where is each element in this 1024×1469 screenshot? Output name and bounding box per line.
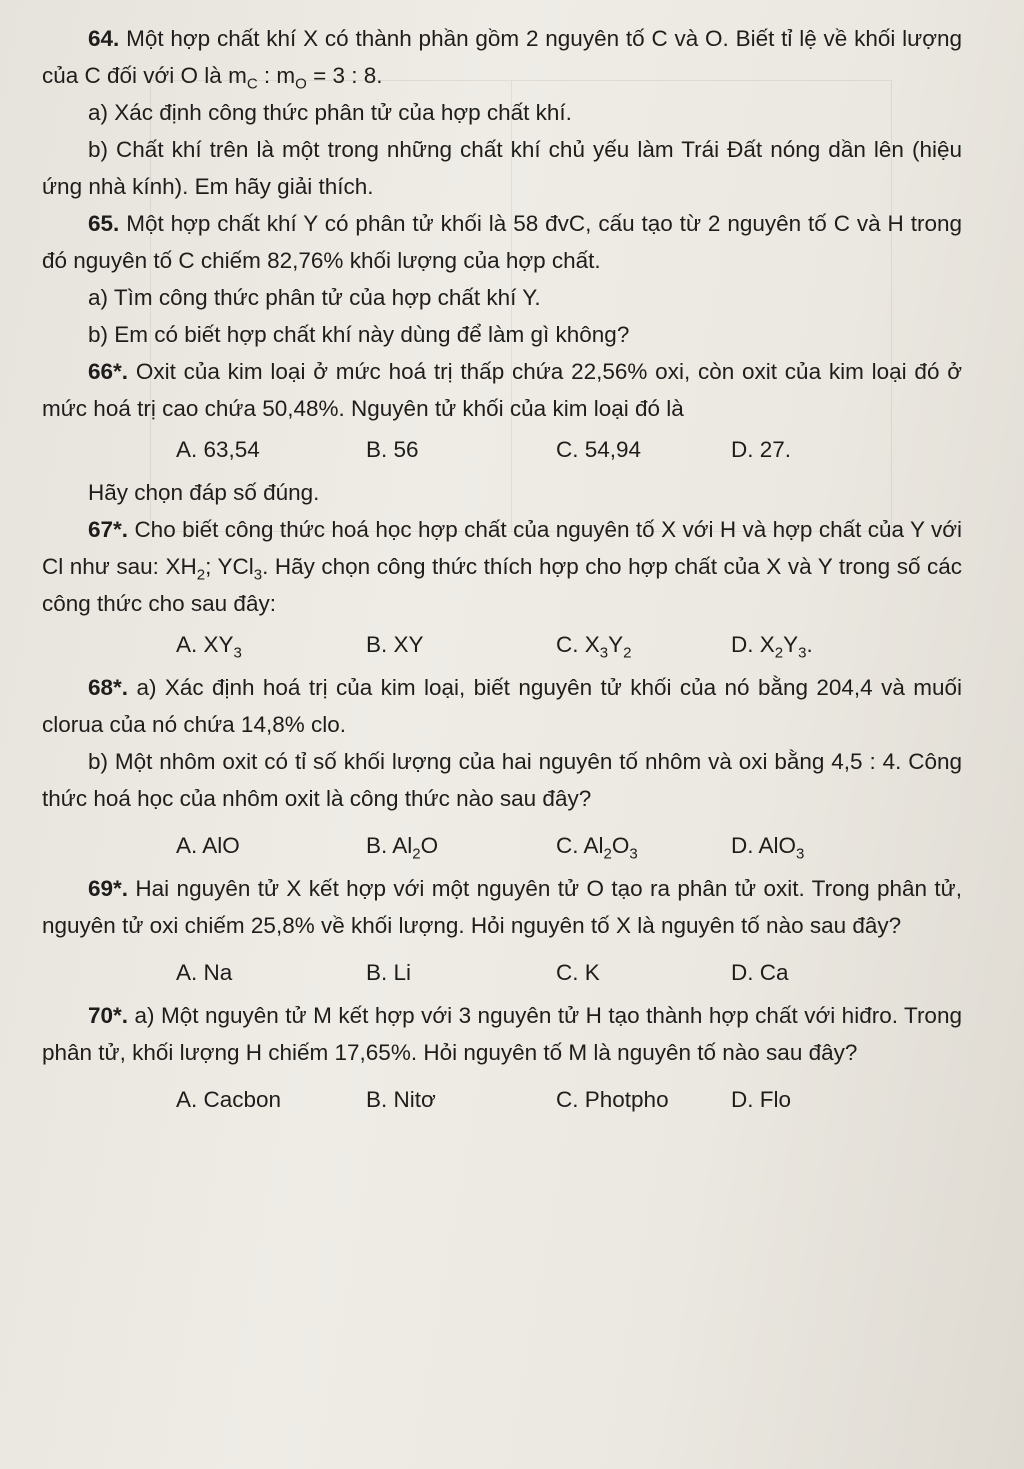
- question-66-note: Hãy chọn đáp số đúng.: [88, 480, 320, 505]
- option-c: C. $X_3Y_2$: [556, 632, 632, 662]
- option-d: D. $X_2Y_3$.: [731, 632, 813, 662]
- option-d: D. Flo: [731, 1087, 792, 1112]
- question-67: [42, 511, 962, 663]
- question-69-options: [42, 954, 962, 991]
- question-70: [42, 997, 962, 1118]
- question-70-options: [42, 1081, 962, 1118]
- question-68-b: b) Một nhôm oxit có tỉ số khối lượng của hai nguyên tố nhôm và oxi bằng 4,5 : 4. Công thức hoá học của nhôm oxit là công thức nào sau đây?: [42, 749, 962, 811]
- option-b: B. $Al_2O$: [366, 833, 439, 863]
- question-67-options: [42, 626, 962, 663]
- option-a: A. 63,54: [176, 437, 260, 462]
- question-67-stem: 67*. Cho biết công thức hoá học hợp chất của nguyên tố X với H và hợp chất của Y với Cl như sau: $XH_2$; YCl$_3$. Hãy chọn công thức thích hợp cho hợp chất của X và Y trong số các công thức cho sau đây:: [42, 517, 963, 616]
- option-d: D. 27.: [731, 437, 792, 462]
- option-b: B. Nitơ: [366, 1087, 436, 1112]
- question-64-a: a) Xác định công thức phân tử của hợp chất khí.: [88, 100, 572, 125]
- question-65-a: a) Tìm công thức phân tử của hợp chất khí Y.: [88, 285, 541, 310]
- option-c: C. 54,94: [556, 437, 642, 462]
- option-c: C. $Al_2O_3$: [556, 833, 638, 863]
- question-68-a: 68*. a) Xác định hoá trị của kim loại, biết nguyên tử khối của nó bằng 204,4 và muối clorua của nó chứa 14,8% clo.: [42, 675, 962, 737]
- option-a: A. Cacbon: [176, 1087, 282, 1112]
- option-a: A. $XY_3$: [176, 632, 242, 662]
- option-b: B. Li: [366, 960, 412, 985]
- question-66-stem: 66*. Oxit của kim loại ở mức hoá trị thấp chứa 22,56% oxi, còn oxit của kim loại đó ở mức hoá trị cao chứa 50,48%. Nguyên tử khối của kim loại đó là: [42, 359, 962, 421]
- option-d: D. Ca: [731, 960, 789, 985]
- question-64-b: b) Chất khí trên là một trong những chất khí chủ yếu làm Trái Đất nóng dần lên (hiệu ứng nhà kính). Em hãy giải thích.: [42, 137, 962, 199]
- question-64: [42, 20, 962, 205]
- question-68: [42, 669, 962, 864]
- question-66: [42, 353, 962, 511]
- question-68-options: [42, 827, 962, 864]
- option-a: A. AlO: [176, 833, 240, 858]
- question-70-stem: 70*. a) Một nguyên tử M kết hợp với 3 nguyên tử H tạo thành hợp chất với hiđro. Trong phân tử, khối lượng H chiếm 17,65%. Hỏi nguyên tố M là nguyên tố nào sau đây?: [42, 1003, 962, 1065]
- option-b: B. XY: [366, 632, 424, 657]
- question-65: [42, 205, 962, 353]
- question-69: [42, 870, 962, 991]
- option-c: C. Photpho: [556, 1087, 669, 1112]
- question-66-options: [42, 431, 962, 468]
- option-c: C. K: [556, 960, 600, 985]
- question-65-b: b) Em có biết hợp chất khí này dùng để làm gì không?: [88, 322, 630, 347]
- option-b: B. 56: [366, 437, 419, 462]
- question-69-stem: 69*. Hai nguyên tử X kết hợp với một nguyên tử O tạo ra phân tử oxit. Trong phân tử, nguyên tử oxi chiếm 25,8% về khối lượng. Hỏi nguyên tố X là nguyên tố nào sau đây?: [42, 876, 962, 938]
- question-65-stem: 65. Một hợp chất khí Y có phân tử khối là 58 đvC, cấu tạo từ 2 nguyên tố C và H trong đó nguyên tố C chiếm 82,76% khối lượng của hợp chất.: [42, 211, 962, 273]
- question-64-stem: 64. Một hợp chất khí X có thành phần gồm 2 nguyên tố C và O. Biết tỉ lệ về khối lượng của C đối với O là $m_C$ : $m_O = 3$ : 8.: [42, 26, 962, 93]
- option-d: D. AlO$_3$: [731, 833, 805, 863]
- option-a: A. Na: [176, 960, 233, 985]
